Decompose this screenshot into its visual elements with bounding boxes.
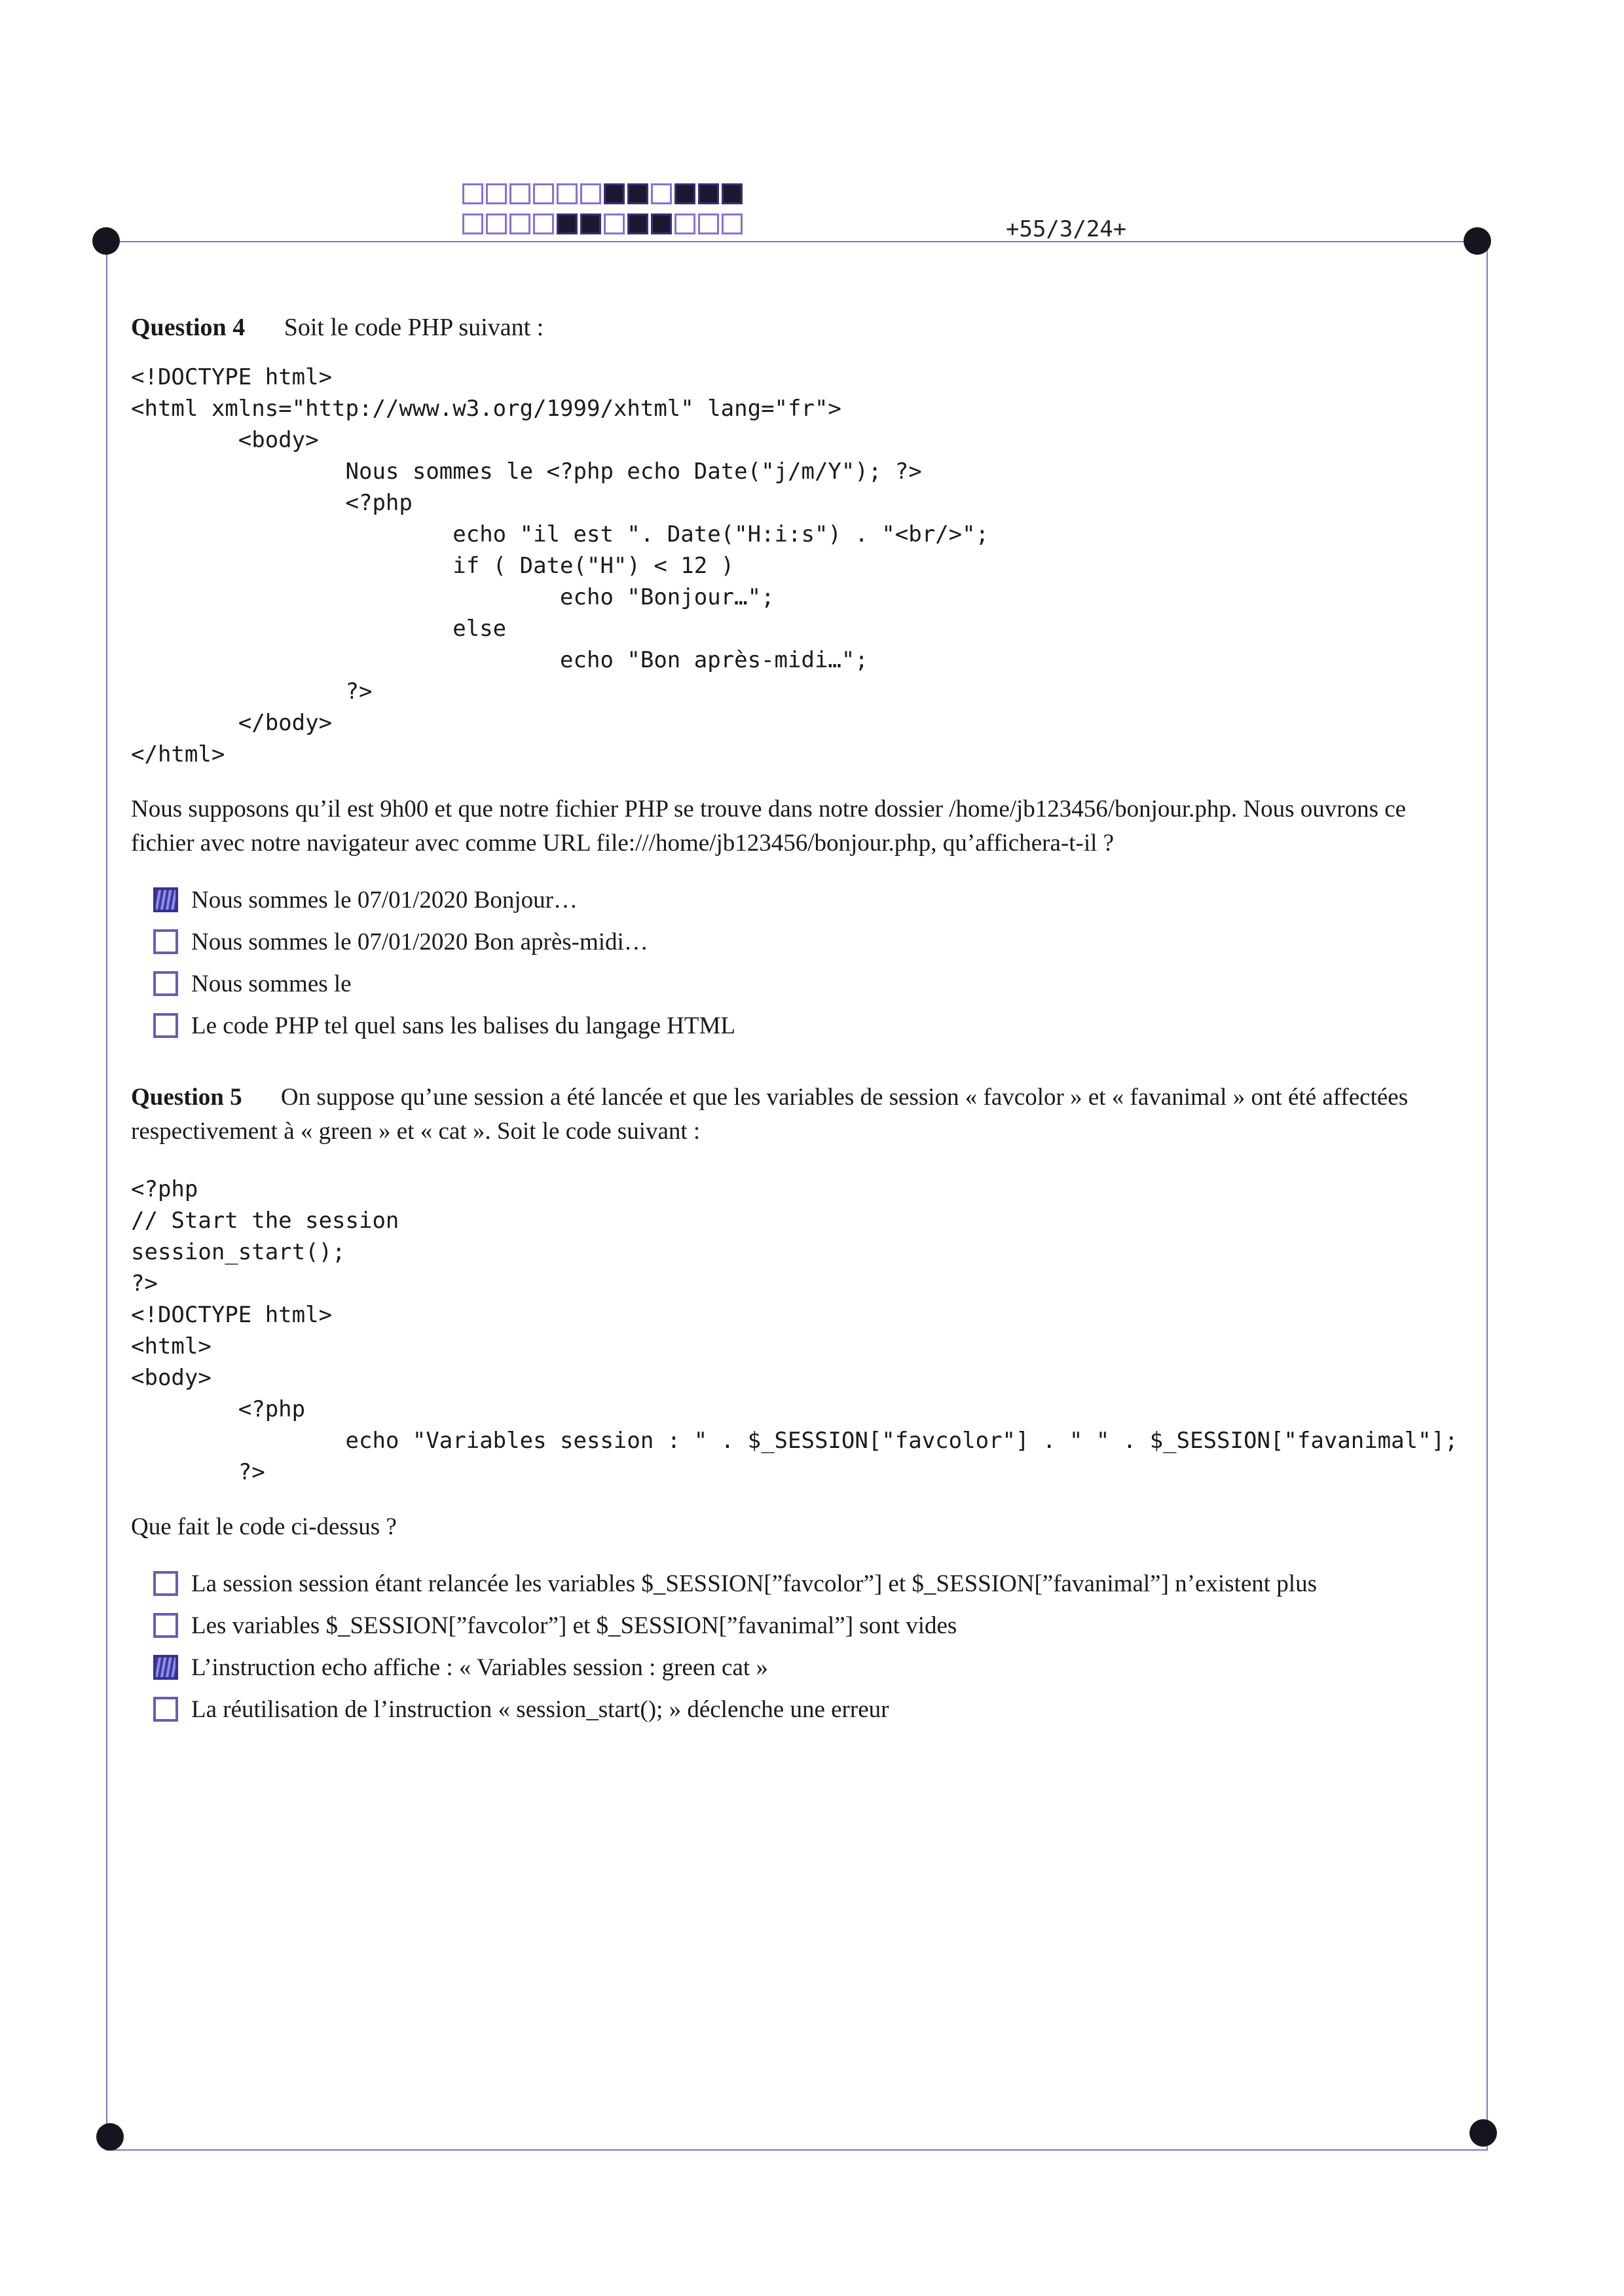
question-5 (131, 1081, 1467, 1730)
barcode-cell (509, 213, 530, 234)
barcode-cell (722, 213, 743, 234)
barcode-cell (651, 213, 672, 234)
answer-text: Les variables $_SESSION[”favcolor”] et $_SESSION[”favanimal”] sont vides (191, 1612, 957, 1639)
barcode-cell (674, 213, 695, 234)
question-text: Que fait le code ci-dessus ? (131, 1513, 397, 1540)
answer-text: Le code PHP tel quel sans les balises du langage HTML (191, 1012, 735, 1039)
answer-text: L’instruction echo affiche : « Variables session : green cat » (191, 1654, 768, 1681)
page-id: +55/3/24+ (1006, 216, 1127, 242)
answer-option[interactable] (131, 1688, 1467, 1730)
answer-option[interactable] (131, 921, 1467, 963)
answer-option[interactable] (131, 1604, 1467, 1646)
barcode-cell (604, 183, 625, 204)
barcode-cell (722, 183, 743, 204)
answer-option[interactable] (131, 1005, 1467, 1046)
answer-option[interactable] (131, 1563, 1467, 1604)
corner-mark-top-right (1464, 227, 1491, 255)
question-4 (131, 313, 1467, 1046)
answer-text: La réutilisation de l’instruction « session_start(); » déclenche une erreur (191, 1695, 889, 1723)
barcode-cell (533, 213, 554, 234)
barcode-cell (533, 183, 554, 204)
answer-text: Nous sommes le (191, 970, 352, 997)
answer-checkbox[interactable] (153, 929, 178, 954)
page-content (131, 313, 1467, 1730)
barcode-cell (674, 183, 695, 204)
answer-checkbox[interactable] (153, 1013, 178, 1038)
barcode-cell (557, 183, 578, 204)
answer-text: La session session étant relancée les variables $_SESSION[”favcolor”] et $_SESSION[”favanimal”] n’existent plus (191, 1570, 1317, 1597)
barcode-cell (604, 213, 625, 234)
answer-list (131, 879, 1467, 1046)
barcode-cell (462, 183, 483, 204)
barcode-cell (651, 183, 672, 204)
answer-text: Nous sommes le 07/01/2020 Bonjour… (191, 886, 578, 914)
page-barcode (462, 183, 743, 244)
answer-option[interactable] (131, 879, 1467, 921)
barcode-cell (580, 183, 601, 204)
question-prompt: On suppose qu’une session a été lancée et que les variables de session « favcolor » et « favanimal » ont été affectées respectivement à « green » et « cat ». Soit le code suivant : (131, 1084, 1409, 1145)
answer-checkbox[interactable] (153, 1613, 178, 1638)
barcode-cell (627, 213, 648, 234)
barcode-cell (557, 213, 578, 234)
answer-checkbox[interactable] (153, 1655, 178, 1680)
barcode-cell (580, 213, 601, 234)
barcode-cell (627, 183, 648, 204)
question-label: Question 4 (131, 314, 246, 341)
question-header (131, 1081, 1467, 1149)
code-block: <?php // Start the session session_start(); ?> <!DOCTYPE html> <html> <body> <?php echo "Variables session : " . $_SESSION["favcolor"] . " " . $_SESSION["favanimal"]; ?> (131, 1176, 1458, 1485)
barcode-cell (486, 213, 507, 234)
question-header (131, 313, 1467, 342)
barcode-cell (698, 213, 719, 234)
code-block: <!DOCTYPE html> <html xmlns="http://www.w3.org/1999/xhtml" lang="fr"> <body> Nous sommes le <?php echo Date("j/m/Y"); ?> <?php echo "il est ". Date("H:i:s") . "<br/>"; if ( Date("H") < 12 ) echo "Bonjour…"; else echo "Bon après-midi…"; ?> </body> </html> (131, 364, 989, 768)
barcode-row (462, 213, 743, 236)
answer-checkbox[interactable] (153, 1697, 178, 1722)
answer-text: Nous sommes le 07/01/2020 Bon après-midi… (191, 928, 648, 955)
barcode-row (462, 183, 743, 206)
corner-mark-bottom-left (96, 2123, 124, 2151)
question-label: Question 5 (131, 1084, 242, 1111)
answer-list (131, 1563, 1467, 1730)
corner-mark-bottom-right (1469, 2119, 1497, 2147)
question-prompt: Soit le code PHP suivant : (284, 314, 544, 341)
barcode-cell (462, 213, 483, 234)
answer-checkbox[interactable] (153, 887, 178, 912)
answer-option[interactable] (131, 963, 1467, 1005)
question-text: Nous supposons qu’il est 9h00 et que notre fichier PHP se trouve dans notre dossier /home/jb123456/bonjour.php. Nous ouvrons ce fichier avec notre navigateur avec comme URL file:///home/jb123456/bonjour.php, qu’affichera-t-il ? (131, 796, 1407, 857)
answer-checkbox[interactable] (153, 1571, 178, 1596)
barcode-cell (698, 183, 719, 204)
barcode-cell (509, 183, 530, 204)
answer-option[interactable] (131, 1646, 1467, 1688)
corner-mark-top-left (92, 227, 120, 255)
answer-checkbox[interactable] (153, 971, 178, 996)
barcode-cell (486, 183, 507, 204)
